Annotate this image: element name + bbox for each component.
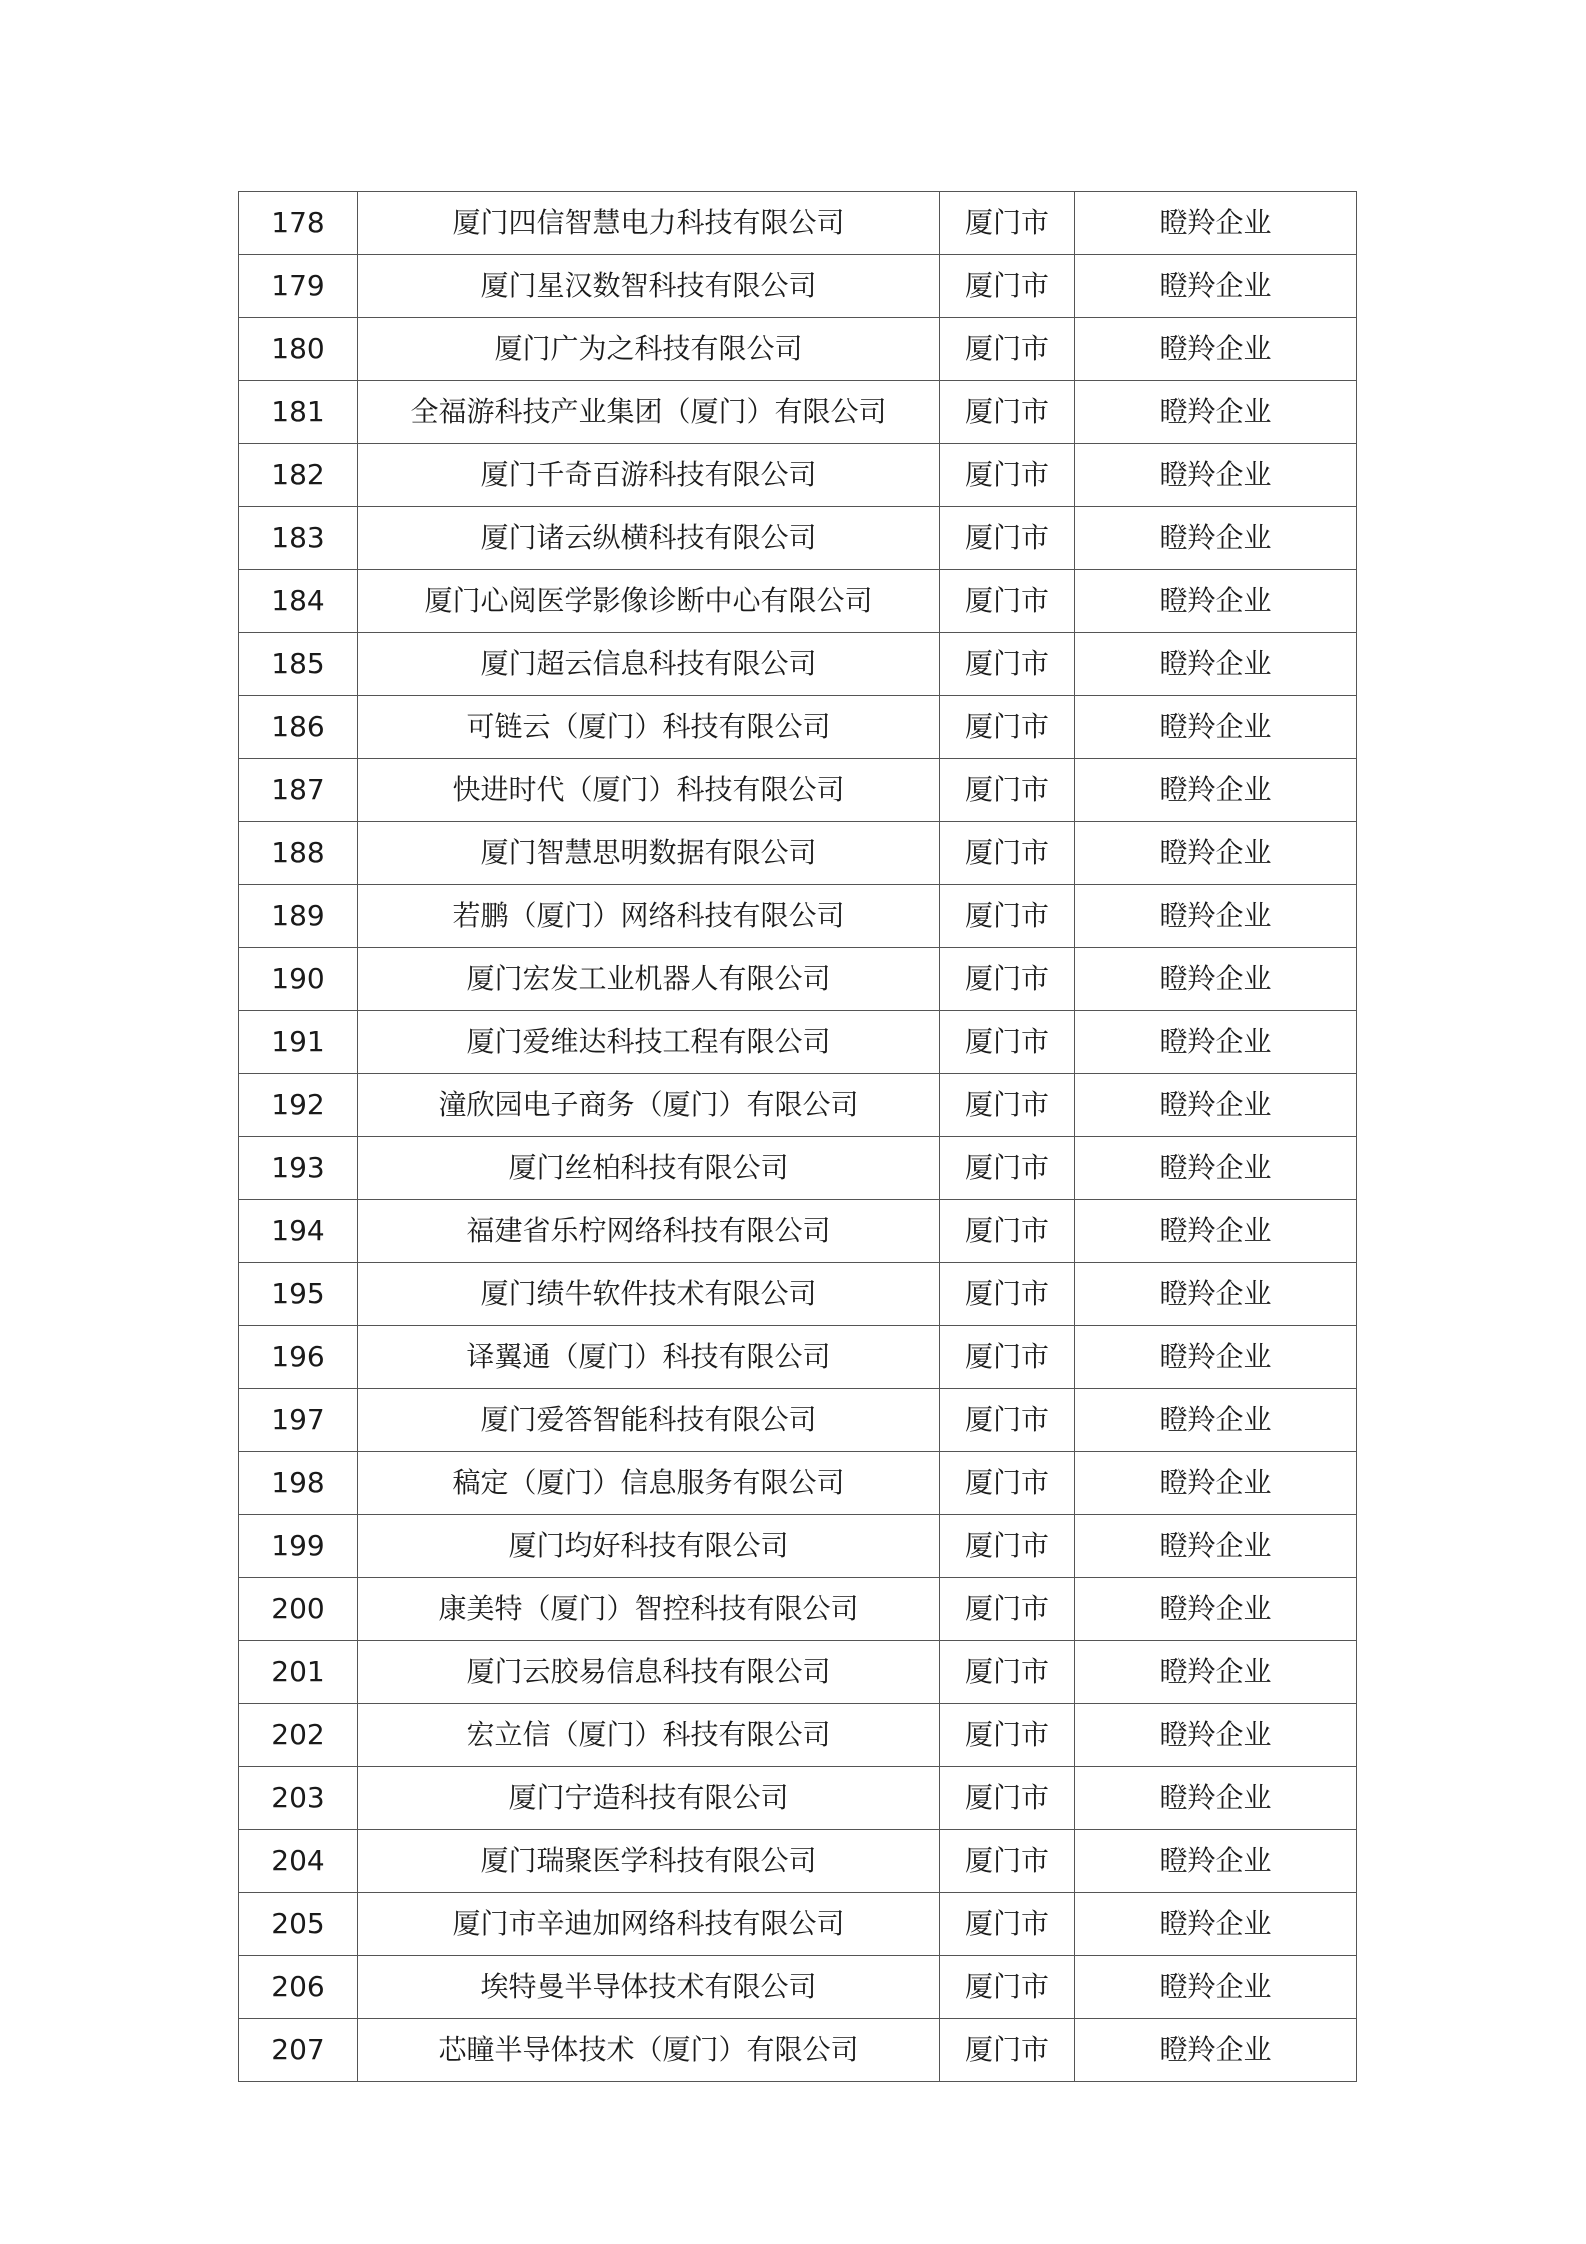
company-name-cell: 厦门绩牛软件技术有限公司 — [358, 1263, 940, 1326]
row-number-cell: 191 — [239, 1011, 358, 1074]
category-cell: 瞪羚企业 — [1075, 1326, 1357, 1389]
city-cell: 厦门市 — [940, 1011, 1075, 1074]
table-row — [239, 1326, 1357, 1389]
table-row — [239, 2019, 1357, 2082]
table-row — [239, 1515, 1357, 1578]
company-name-cell: 厦门市辛迪加网络科技有限公司 — [358, 1893, 940, 1956]
category-cell: 瞪羚企业 — [1075, 633, 1357, 696]
city-cell: 厦门市 — [940, 318, 1075, 381]
table-row — [239, 1578, 1357, 1641]
table-row — [239, 255, 1357, 318]
row-number-cell: 186 — [239, 696, 358, 759]
table-row — [239, 1641, 1357, 1704]
company-name-cell: 福建省乐柠网络科技有限公司 — [358, 1200, 940, 1263]
city-cell: 厦门市 — [940, 885, 1075, 948]
company-name-cell: 厦门智慧思明数据有限公司 — [358, 822, 940, 885]
company-name-cell: 厦门四信智慧电力科技有限公司 — [358, 192, 940, 255]
city-cell: 厦门市 — [940, 381, 1075, 444]
company-name-cell: 厦门千奇百游科技有限公司 — [358, 444, 940, 507]
city-cell: 厦门市 — [940, 507, 1075, 570]
category-cell: 瞪羚企业 — [1075, 570, 1357, 633]
city-cell: 厦门市 — [940, 1200, 1075, 1263]
company-name-cell: 厦门星汉数智科技有限公司 — [358, 255, 940, 318]
city-cell: 厦门市 — [940, 1263, 1075, 1326]
table-row — [239, 1263, 1357, 1326]
category-cell: 瞪羚企业 — [1075, 1767, 1357, 1830]
city-cell: 厦门市 — [940, 1830, 1075, 1893]
row-number-cell: 198 — [239, 1452, 358, 1515]
row-number-cell: 202 — [239, 1704, 358, 1767]
table-row — [239, 1704, 1357, 1767]
category-cell: 瞪羚企业 — [1075, 1074, 1357, 1137]
table-row — [239, 507, 1357, 570]
city-cell: 厦门市 — [940, 1956, 1075, 2019]
table-row — [239, 192, 1357, 255]
city-cell: 厦门市 — [940, 255, 1075, 318]
category-cell: 瞪羚企业 — [1075, 507, 1357, 570]
table-row — [239, 1452, 1357, 1515]
category-cell: 瞪羚企业 — [1075, 381, 1357, 444]
table-row — [239, 822, 1357, 885]
company-name-cell: 厦门瑞聚医学科技有限公司 — [358, 1830, 940, 1893]
row-number-cell: 197 — [239, 1389, 358, 1452]
category-cell: 瞪羚企业 — [1075, 948, 1357, 1011]
table-row — [239, 759, 1357, 822]
row-number-cell: 193 — [239, 1137, 358, 1200]
row-number-cell: 190 — [239, 948, 358, 1011]
company-name-cell: 译翼通（厦门）科技有限公司 — [358, 1326, 940, 1389]
row-number-cell: 182 — [239, 444, 358, 507]
company-name-cell: 厦门诸云纵横科技有限公司 — [358, 507, 940, 570]
row-number-cell: 189 — [239, 885, 358, 948]
table-row — [239, 1011, 1357, 1074]
company-name-cell: 厦门爱答智能科技有限公司 — [358, 1389, 940, 1452]
city-cell: 厦门市 — [940, 633, 1075, 696]
city-cell: 厦门市 — [940, 1578, 1075, 1641]
category-cell: 瞪羚企业 — [1075, 318, 1357, 381]
company-name-cell: 可链云（厦门）科技有限公司 — [358, 696, 940, 759]
row-number-cell: 201 — [239, 1641, 358, 1704]
category-cell: 瞪羚企业 — [1075, 192, 1357, 255]
table-row — [239, 318, 1357, 381]
company-name-cell: 厦门爱维达科技工程有限公司 — [358, 1011, 940, 1074]
company-name-cell: 宏立信（厦门）科技有限公司 — [358, 1704, 940, 1767]
company-name-cell: 厦门宏发工业机器人有限公司 — [358, 948, 940, 1011]
table-row — [239, 1137, 1357, 1200]
company-name-cell: 厦门宁造科技有限公司 — [358, 1767, 940, 1830]
city-cell: 厦门市 — [940, 948, 1075, 1011]
category-cell: 瞪羚企业 — [1075, 885, 1357, 948]
category-cell: 瞪羚企业 — [1075, 759, 1357, 822]
category-cell: 瞪羚企业 — [1075, 1200, 1357, 1263]
company-name-cell: 厦门心阅医学影像诊断中心有限公司 — [358, 570, 940, 633]
category-cell: 瞪羚企业 — [1075, 1389, 1357, 1452]
row-number-cell: 199 — [239, 1515, 358, 1578]
company-name-cell: 芯瞳半导体技术（厦门）有限公司 — [358, 2019, 940, 2082]
company-name-cell: 厦门云胶易信息科技有限公司 — [358, 1641, 940, 1704]
table-row — [239, 696, 1357, 759]
table-row — [239, 1074, 1357, 1137]
table-row — [239, 444, 1357, 507]
row-number-cell: 183 — [239, 507, 358, 570]
city-cell: 厦门市 — [940, 1704, 1075, 1767]
company-name-cell: 厦门均好科技有限公司 — [358, 1515, 940, 1578]
company-name-cell: 埃特曼半导体技术有限公司 — [358, 1956, 940, 2019]
row-number-cell: 205 — [239, 1893, 358, 1956]
table-body — [239, 192, 1357, 2082]
category-cell: 瞪羚企业 — [1075, 1956, 1357, 2019]
row-number-cell: 184 — [239, 570, 358, 633]
city-cell: 厦门市 — [940, 1074, 1075, 1137]
row-number-cell: 188 — [239, 822, 358, 885]
row-number-cell: 195 — [239, 1263, 358, 1326]
category-cell: 瞪羚企业 — [1075, 1893, 1357, 1956]
city-cell: 厦门市 — [940, 2019, 1075, 2082]
table-row — [239, 1767, 1357, 1830]
category-cell: 瞪羚企业 — [1075, 1137, 1357, 1200]
city-cell: 厦门市 — [940, 759, 1075, 822]
row-number-cell: 207 — [239, 2019, 358, 2082]
table-row — [239, 633, 1357, 696]
category-cell: 瞪羚企业 — [1075, 255, 1357, 318]
category-cell: 瞪羚企业 — [1075, 444, 1357, 507]
city-cell: 厦门市 — [940, 1452, 1075, 1515]
city-cell: 厦门市 — [940, 1893, 1075, 1956]
row-number-cell: 203 — [239, 1767, 358, 1830]
category-cell: 瞪羚企业 — [1075, 1704, 1357, 1767]
city-cell: 厦门市 — [940, 192, 1075, 255]
table-row — [239, 1200, 1357, 1263]
category-cell: 瞪羚企业 — [1075, 1452, 1357, 1515]
company-name-cell: 厦门丝柏科技有限公司 — [358, 1137, 940, 1200]
city-cell: 厦门市 — [940, 1389, 1075, 1452]
row-number-cell: 206 — [239, 1956, 358, 2019]
row-number-cell: 179 — [239, 255, 358, 318]
category-cell: 瞪羚企业 — [1075, 1830, 1357, 1893]
category-cell: 瞪羚企业 — [1075, 822, 1357, 885]
row-number-cell: 196 — [239, 1326, 358, 1389]
table-row — [239, 570, 1357, 633]
row-number-cell: 180 — [239, 318, 358, 381]
table-row — [239, 381, 1357, 444]
company-name-cell: 潼欣园电子商务（厦门）有限公司 — [358, 1074, 940, 1137]
row-number-cell: 181 — [239, 381, 358, 444]
city-cell: 厦门市 — [940, 1767, 1075, 1830]
row-number-cell: 187 — [239, 759, 358, 822]
company-name-cell: 若鹏（厦门）网络科技有限公司 — [358, 885, 940, 948]
category-cell: 瞪羚企业 — [1075, 2019, 1357, 2082]
city-cell: 厦门市 — [940, 822, 1075, 885]
category-cell: 瞪羚企业 — [1075, 1515, 1357, 1578]
city-cell: 厦门市 — [940, 1137, 1075, 1200]
table-row — [239, 948, 1357, 1011]
city-cell: 厦门市 — [940, 1515, 1075, 1578]
row-number-cell: 194 — [239, 1200, 358, 1263]
city-cell: 厦门市 — [940, 1641, 1075, 1704]
row-number-cell: 185 — [239, 633, 358, 696]
company-name-cell: 厦门广为之科技有限公司 — [358, 318, 940, 381]
company-name-cell: 康美特（厦门）智控科技有限公司 — [358, 1578, 940, 1641]
table-row — [239, 1830, 1357, 1893]
company-name-cell: 稿定（厦门）信息服务有限公司 — [358, 1452, 940, 1515]
row-number-cell: 204 — [239, 1830, 358, 1893]
company-name-cell: 全福游科技产业集团（厦门）有限公司 — [358, 381, 940, 444]
table-row — [239, 1389, 1357, 1452]
company-name-cell: 厦门超云信息科技有限公司 — [358, 633, 940, 696]
city-cell: 厦门市 — [940, 570, 1075, 633]
category-cell: 瞪羚企业 — [1075, 1011, 1357, 1074]
company-name-cell: 快进时代（厦门）科技有限公司 — [358, 759, 940, 822]
row-number-cell: 178 — [239, 192, 358, 255]
category-cell: 瞪羚企业 — [1075, 1641, 1357, 1704]
city-cell: 厦门市 — [940, 444, 1075, 507]
row-number-cell: 200 — [239, 1578, 358, 1641]
city-cell: 厦门市 — [940, 696, 1075, 759]
city-cell: 厦门市 — [940, 1326, 1075, 1389]
category-cell: 瞪羚企业 — [1075, 1263, 1357, 1326]
category-cell: 瞪羚企业 — [1075, 696, 1357, 759]
table-row — [239, 1893, 1357, 1956]
table-row — [239, 885, 1357, 948]
category-cell: 瞪羚企业 — [1075, 1578, 1357, 1641]
row-number-cell: 192 — [239, 1074, 358, 1137]
table-row — [239, 1956, 1357, 2019]
enterprise-list-table — [238, 191, 1357, 2082]
